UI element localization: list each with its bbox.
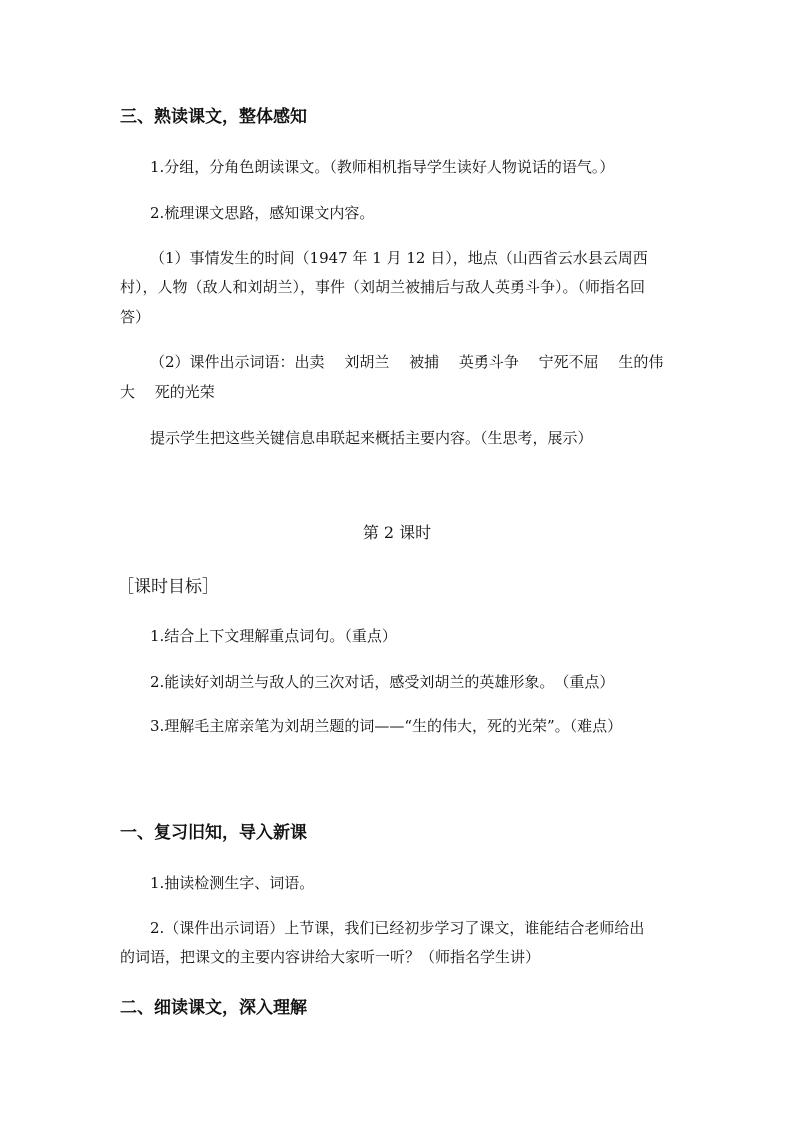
sub-item-2-line-1: （2）课件出示词语：出卖 刘胡兰 被捕 英勇斗争 宁死不屈 生的伟 [150, 353, 664, 371]
section-1-heading: 一、复习旧知，导入新课 [120, 823, 307, 843]
goal-3: 3.理解毛主席亲笔为刘胡兰题的词——“生的伟大，死的光荣”。（难点） [150, 717, 623, 735]
section-3-heading: 三、熟读课文，整体感知 [120, 107, 307, 127]
sub-item-1-line-1: （1）事情发生的时间（1947 年 1 月 12 日），地点（山西省云水县云周西 [150, 249, 648, 267]
section-1-item-2-line-1: 2.（课件出示词语）上节课，我们已经初步学习了课文，谁能结合老师给出 [150, 919, 645, 937]
section-2-heading: 二、细读课文，深入理解 [120, 998, 307, 1018]
section-1-item-1: 1.抽读检测生字、词语。 [150, 874, 315, 892]
goal-2: 2.能读好刘胡兰与敌人的三次对话，感受刘胡兰的英雄形象。 （重点） [150, 673, 615, 691]
goal-1: 1.结合上下文理解重点词句。（重点） [150, 627, 397, 645]
sub-item-1-line-2: 村），人物（敌人和刘胡兰），事件（刘胡兰被捕后与敌人英勇斗争）。（师指名回 [120, 278, 646, 296]
section-3-item-1: 1.分组，分角色朗读课文。（教师相机指导学生读好人物说话的语气。） [150, 158, 615, 176]
section-1-item-2-line-2: 的词语，把课文的主要内容讲给大家听一听？（师指名学生讲） [120, 948, 541, 966]
lesson-2-title: 第 2 课时 [362, 523, 432, 542]
sub-item-2-line-2: 大 死的光荣 [120, 383, 215, 401]
summary-hint: 提示学生把这些关键信息串联起来概括主要内容。（生思考，展示） [150, 429, 593, 447]
lesson-goals-heading: ［课时目标］ [117, 577, 219, 597]
section-3-item-2: 2.梳理课文思路，感知课文内容。 [150, 204, 375, 222]
sub-item-1-line-3: 答） [120, 308, 151, 326]
